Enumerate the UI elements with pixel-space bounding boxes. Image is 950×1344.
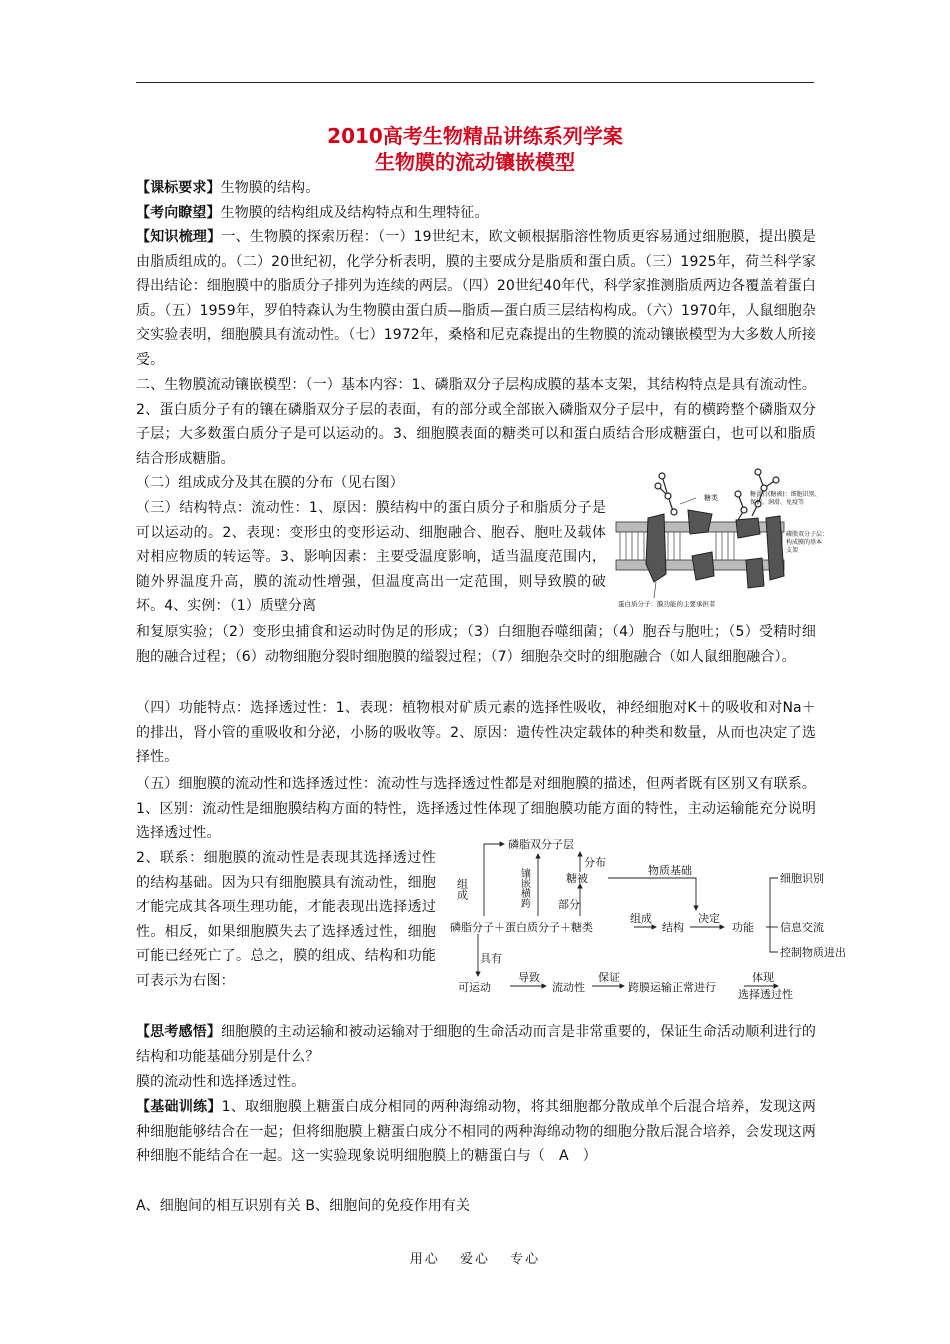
cell-recognition-node: 细胞识别: [780, 872, 824, 885]
knowledge-review: [136, 225, 816, 373]
embody-edge-label: 体现: [752, 971, 774, 984]
header-rule: [136, 82, 814, 83]
page-footer: 用心 爱心 专心: [409, 1252, 541, 1267]
fluidity-selectivity-paragraph: （五）细胞膜的流动性和选择透过性：流动性与选择透过性都是对细胞膜的描述，但两者既有区别又有联系。1、区别：流动性是细胞膜结构方面的特性，选择透过性体现了细胞膜功能方面的特性，主动运输能充分说明选择透过性。: [136, 776, 816, 842]
course-requirement-tag: 【课标要求】: [136, 180, 221, 196]
exam-outlook: [136, 201, 816, 226]
composition-paragraph: （二）组成成分及其在膜的分布（见右图）: [136, 475, 404, 491]
compose-edge-label: 组成: [630, 912, 652, 925]
examples-paragraph: 和复原实验；（2）变形虫捕食和运动时伪足的形成；（3）白细胞吞噬细菌；（4）胞吞与胞吐；（5）受精时细胞的融合过程；（6）动物细胞分裂时细胞膜的缢裂过程；（7）细胞杂交时的细胞融合（如人鼠细胞融合）。: [136, 624, 816, 665]
part-edge-label: 部分: [558, 898, 580, 911]
protein-label: 蛋白质分子：膜功能的主要承担者: [618, 600, 716, 608]
exam-outlook-text: 生物膜的结构组成及结构特点和生理特征。: [220, 205, 489, 221]
knowledge-review-text: 一、生物膜的探索历程：（一）19世纪末，欧文顿根据脂溶性物质更容易通过细胞膜，提出膜是由脂质组成的。（二）20世纪初，化学分析表明，膜的主要成分是脂质和蛋白质。（三）1925年，荷兰科学家得出结论：细胞膜中的脂质分子排列为连续的两层。（四）20世纪40年代，科学家推测脂质两边各覆盖着蛋白质。（五）1959年，罗伯特森认为生物膜由蛋白质—脂质—蛋白质三层结构构成。（六）1970年，人鼠细胞杂交实验表明，细胞膜具有流动性。（七）1972年，桑格和尼克森提出的生物膜的流动镶嵌模型为大多数人所接受。: [136, 229, 816, 368]
lead-edge-label: 导致: [518, 971, 540, 984]
selectivity-node: 选择透过性: [738, 988, 793, 1001]
basic-training-text: 1、取细胞膜上糖蛋白成分相同的两种海绵动物，将其细胞都分散成单个后混合培养，发现这两种细胞能够结合在一起；但将细胞膜上糖蛋白成分不相同的两种海绵动物的细胞分散后混合培养，会发现这两种细胞不能结合在一起。这一实验现象说明细胞膜上的糖蛋白与（ A ）: [136, 1099, 817, 1165]
glycocalyx-node: 糖被: [566, 872, 588, 885]
structure-node: 结构: [662, 921, 684, 934]
page-title: 2010高考生物精品讲练系列学案: [327, 124, 623, 148]
reflection-tag: 【思考感悟】: [136, 1024, 222, 1040]
exam-outlook-tag: 【考向瞭望】: [136, 205, 221, 221]
relation-paragraph: 2、联系：细胞膜的流动性是表现其选择透过性的结构基础。因为只有细胞膜具有流动性，细胞才能完成其各项生理功能，才能表现出选择透过性。相反，如果细胞膜失去了选择透过性，细胞可能已经死亡了。总之，膜的组成、结构和功能可表示为右图：: [136, 850, 436, 989]
phospholipid-bilayer-node: 磷脂双分子层: [508, 838, 574, 851]
glycoprotein-label-1: 糖蛋白(糖被)：细胞识别、: [750, 491, 821, 498]
basic-training: [136, 1095, 816, 1169]
reflection-text: 细胞膜的主动运输和被动运输对于细胞的生命活动而言是非常重要的，保证生命活动顺利进行的结构和功能基础分别是什么？: [136, 1024, 816, 1065]
material-basis-label: 物质基础: [648, 864, 692, 877]
mosaic-model-paragraph: 二、生物膜流动镶嵌模型：（一）基本内容：1、磷脂双分子层构成膜的基本支架，其结构特点是具有流动性。2、蛋白质分子有的镶在磷脂双分子层的表面，有的部分或全部嵌入磷脂双分子层中，有的横跨整个磷脂双分子层；大多数蛋白质分子是可以运动的。3、细胞膜表面的糖类可以和蛋白质结合形成糖蛋白，也可以和脂质结合形成糖脂。: [136, 377, 816, 467]
page-subtitle: 生物膜的流动镶嵌模型: [375, 150, 575, 174]
answer-options: A、细胞间的相互识别有关 B、细胞间的免疫作用有关: [136, 1198, 471, 1214]
function-feature-paragraph: （四）功能特点：选择透过性：1、表现：植物根对矿质元素的选择性吸收，神经细胞对K＋的吸收和对Na＋的排出，肾小管的重吸收和分泌，小肠的吸收等。2、原因：遗传性决定载体的种类和数量，从而也决定了选择性。: [136, 700, 816, 766]
inlay-edge-label: 镶嵌横跨: [518, 868, 530, 908]
info-exchange-node: 信息交流: [780, 921, 824, 934]
course-requirement: [136, 176, 816, 201]
course-requirement-text: 生物膜的结构。: [220, 180, 320, 196]
have-edge-label: 具有: [480, 952, 502, 965]
distribution-edge-label: 分布: [584, 856, 606, 869]
determine-edge-label: 决定: [698, 912, 720, 925]
membrane-model-figure: [608, 464, 829, 614]
sugar-leader: [680, 498, 696, 504]
composition-edge-label: 组成: [455, 878, 469, 900]
arrow-material-basis: [608, 878, 696, 910]
bilayer-label-2: 构成膜的基本: [786, 539, 823, 546]
reflection: [136, 1020, 816, 1069]
basic-training-tag: 【基础训练】: [136, 1099, 222, 1115]
bilayer-label-1: 磷脂双分子层：: [786, 531, 829, 538]
structure-feature-paragraph: （三）结构特点：流动性：1、原因：膜结构中的蛋白质分子和脂质分子是可以运动的。2、表现：变形虫的变形运动、细胞融合、胞吞、胞吐及载体对相应物质的转运等。3、影响因素：主要受温度影响，适当温度范围内，随外界温度升高，膜的流动性增强，但温度高出一定范围，则导致膜的破坏。4、实例：（1）质壁分离: [136, 500, 606, 615]
membrane-concept-diagram: [448, 826, 846, 1001]
bilayer-label-3: 支架: [786, 547, 799, 554]
transport-node: 跨膜运输正常进行: [628, 981, 716, 994]
fluidity-node: 流动性: [552, 981, 585, 994]
glycoprotein-label-2: 保护、润滑、免疫等: [750, 499, 805, 506]
arrow-composition: [484, 844, 504, 916]
bracket-top: [766, 878, 778, 927]
knowledge-review-tag: 【知识梳理】: [136, 229, 222, 245]
bracket-bottom: [770, 927, 778, 952]
components-node: 磷脂分子＋蛋白质分子＋糖类: [450, 921, 593, 934]
movable-node: 可运动: [458, 981, 491, 994]
sugar-label: 糖类: [704, 494, 718, 502]
protein-leader: [654, 582, 656, 598]
control-transport-node: 控制物质进出: [780, 946, 846, 959]
guarantee-edge-label: 保证: [598, 971, 620, 984]
function-node: 功能: [732, 921, 754, 934]
reflection-answer: 膜的流动性和选择透过性。: [136, 1074, 306, 1090]
